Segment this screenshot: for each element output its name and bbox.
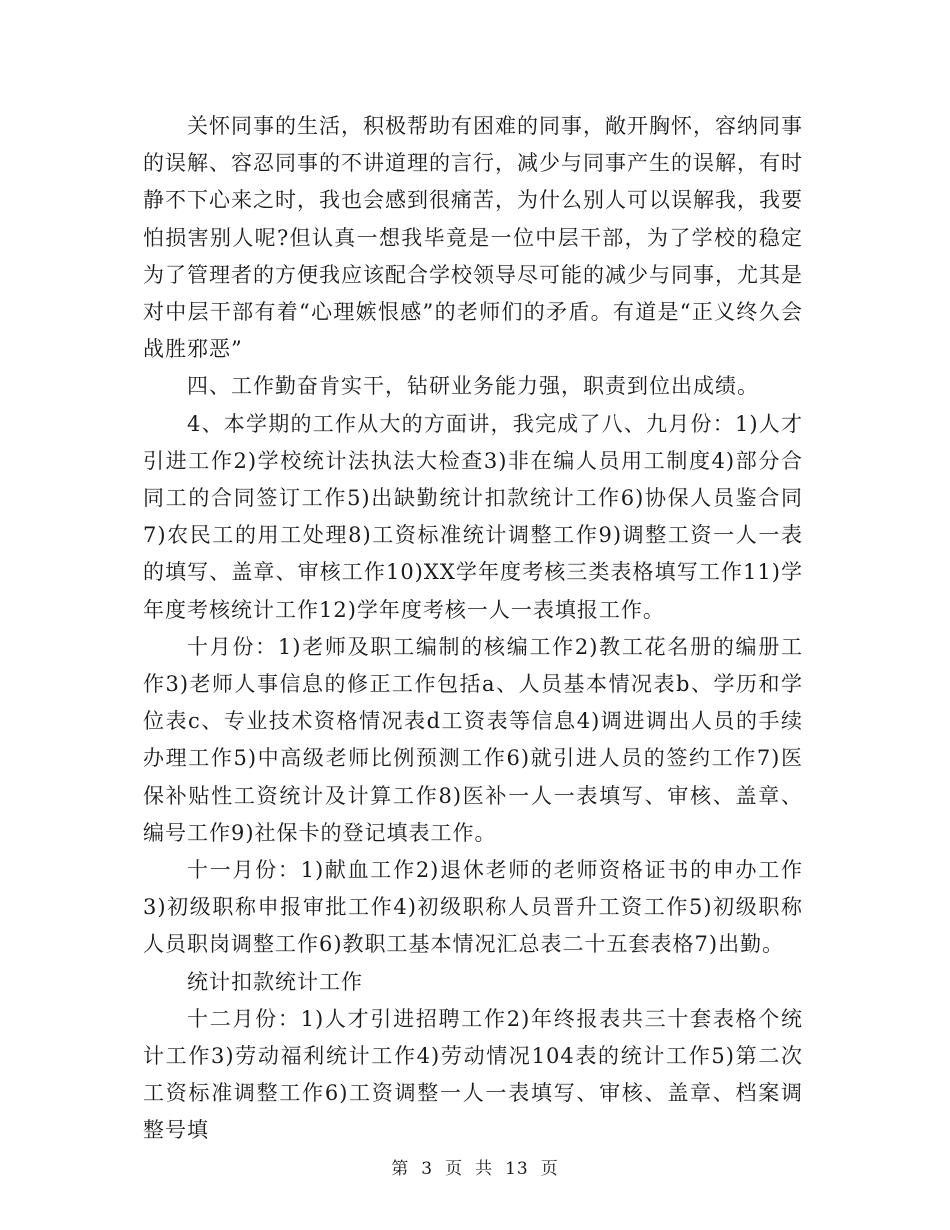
footer-prefix: 第: [391, 1159, 410, 1179]
footer-suffix: 页: [540, 1159, 559, 1179]
paragraph-section-four-heading: 四、工作勤奋肯实干，钻研业务能力强，职责到位出成绩。: [187, 374, 759, 399]
paragraph-november-work: 十一月份：1)献血工作2)退休老师的老师资格证书的申办工作3)初级职称申报审批工作4)初级职称人员晋升工资工作5)初级职称人员职岗调整工作6)教职工基本情况汇总表二十五套表格7)出勤。: [143, 858, 803, 957]
paragraph-aug-sep-work: 4、本学期的工作从大的方面讲，我完成了八、九月份：1)人才引进工作2)学校统计法执法大检查3)非在编人员用工制度4)部分合同工的合同签订工作5)出缺勤统计扣款统计工作6)协保人员鉴合同7)农民工的用工处理8)工资标准统计调整工作9)调整工资一人一表的填写、盖章、审核工作10)XX学年度考核三类表格填写工作11)学年度考核统计工作12)学年度考核一人一表填报工作。: [143, 411, 803, 622]
paragraph-deduction-stats: 统计扣款统计工作: [187, 969, 363, 994]
document-body: [143, 108, 803, 1150]
footer-page-word: 页: [445, 1159, 464, 1179]
paragraph-colleague-care: 关怀同事的生活，积极帮助有困难的同事，敞开胸怀，容纳同事的误解、容忍同事的不讲道理的言行，减少与同事产生的误解，有时静不下心来之时，我也会感到很痛苦，为什么别人可以误解我，我要怕损害别人呢?但认真一想我毕竟是一位中层干部，为了学校的稳定为了管理者的方便我应该配合学校领导尽可能的减少与同事，尤其是对中层干部有着“心理嫉恨感”的老师们的矛盾。有道是“正义终久会战胜邪恶”: [143, 114, 803, 362]
page-footer: [0, 1154, 950, 1179]
footer-total-pages: 13: [505, 1159, 529, 1179]
paragraph-october-work: 十月份：1)老师及职工编制的核编工作2)教工花名册的编册工作3)老师人事信息的修正工作包括a、人员基本情况表b、学历和学位表c、专业技术资格情况表d工资表等信息4)调进调出人员的手续办理工作5)中高级老师比例预测工作6)就引进人员的签约工作7)医保补贴性工资统计及计算工作8)医补一人一表填写、审核、盖章、编号工作9)社保卡的登记填表工作。: [143, 634, 803, 845]
footer-current-page: 3: [421, 1159, 434, 1179]
paragraph-december-work: 十二月份：1)人才引进招聘工作2)年终报表共三十套表格个统计工作3)劳动福利统计工作4)劳动情况104表的统计工作5)第二次工资标准调整工作6)工资调整一人一表填写、审核、盖章、档案调整号填: [143, 1006, 803, 1143]
footer-total-prefix: 共: [475, 1159, 494, 1179]
